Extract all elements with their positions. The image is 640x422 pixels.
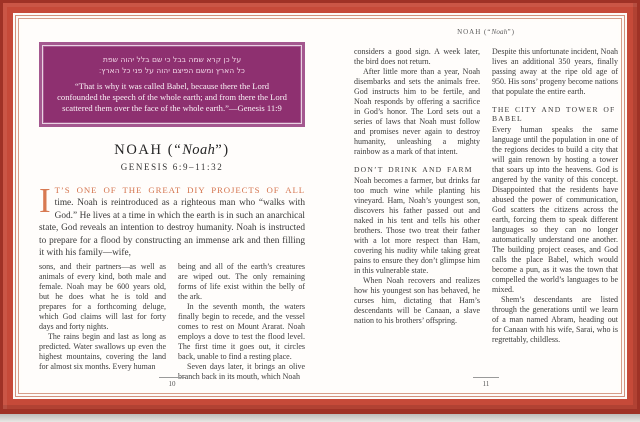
section-heading-city-and-tower-of-babel: THE CITY AND TOWER OF BABEL xyxy=(492,105,616,123)
folio-rule xyxy=(473,377,499,378)
hebrew-verse-line-1: על כן קרא שמה בבל כי שם בלל יהוה שפת xyxy=(102,55,242,64)
right-page-column-1 xyxy=(354,47,480,345)
body-paragraph: Noah becomes a farmer, but drinks far too much wine while planting his vineyard. Ham, Noah’s youngest son, discovers his father passed out and naked in his tent and tells his other brothers. Those two treat their father with a lot more respect than Ham, covering his nudity while taking great pains to ensure they don’t glimpse him in this vulnerable state. xyxy=(354,176,480,275)
left-page-column-2 xyxy=(178,262,305,382)
english-verse-quote xyxy=(56,81,288,114)
intro-paragraph xyxy=(39,181,305,259)
intro-text: time. Noah is reintroduced as a righteous man who “walks with God.” He lives at a time in which the earth is in such an anarchical state, God reveals an intention to destroy humanity. Noah is instructed to prepare for a flood by constructing an immense ark and then filling it with his family—wife, xyxy=(39,198,305,259)
pinstripe-border-inner xyxy=(18,18,622,394)
book-red-frame xyxy=(3,3,637,409)
hebrew-verse-line-2: כל הארץ ומשם הפיצם יהוה על פני כל הארץ׃ xyxy=(99,66,245,75)
right-page-columns xyxy=(354,47,618,345)
pinstripe-border xyxy=(15,15,625,397)
body-paragraph: After little more than a year, Noah disembarks and sets the animals free. God instructs him to be fertile, and Noah responds by offering a sacrifice in God’s honor. The Lord sets out a series of laws that Noah must follow and promises never again to destroy humanity, unleashing a mighty rainbow as a mark of that intent. xyxy=(354,67,480,156)
page-left xyxy=(39,22,305,390)
body-paragraph: Despite this unfortunate incident, Noah lives an additional 350 years, finally passing away at the ripe old age of 950. His sons’ progeny become nations that populate the entire earth. xyxy=(492,47,618,96)
page-number-left: 10 xyxy=(39,377,305,388)
body-paragraph: In the seventh month, the waters finally begin to recede, and the vessel comes to rest on Mount Ararat. Noah employs a dove to test the flood level. The first time it goes out, it circles back, unable to find a resting place. xyxy=(178,302,305,362)
chapter-title: NOAH (“Noah”) xyxy=(114,142,230,158)
body-paragraph: being and all of the earth’s creatures are wiped out. The only remaining forms of life exist within the belly of the ark. xyxy=(178,262,305,302)
chapter-title-pronunciation: Noah xyxy=(182,142,216,158)
page-spread xyxy=(22,22,618,390)
body-paragraph: considers a good sign. A week later, the bird does not return. xyxy=(354,47,480,66)
body-paragraph: The rains begin and last as long as predicted. Water swallows up even the highest mountains, covering the land for almost six months. Every human xyxy=(39,332,166,372)
body-paragraph: sons, and their partners—as well as animals of every kind, both male and female. Noah may be 600 years old, but he does what he is told and prepares for a forthcoming deluge, which God claims will last for forty days and forty nights. xyxy=(39,262,166,332)
folio-rule xyxy=(159,377,185,378)
dropcap-letter: I xyxy=(39,181,51,220)
quote-text: “That is why it was called Babel, because there the Lord confounded the speech of the whole earth; and from there the Lord scattered them over the face of the whole earth.” xyxy=(57,81,287,113)
scripture-quote-box xyxy=(39,42,305,127)
chapter-verse-range: GENESIS 6:9–11:32 xyxy=(120,162,224,172)
body-paragraph: Shem’s descendants are listed through the generations until we learn of a man named Abram, heading out for Canaan with his wife, Sarai, who is regrettably, childless. xyxy=(492,295,618,344)
left-page-column-1 xyxy=(39,262,166,382)
body-paragraph: When Noah recovers and realizes how his youngest son has behaved, he curses him, dictating that Ham’s descendants will be Canaan, a slave nation to his brothers’ offspring. xyxy=(354,276,480,325)
page-number-right: 11 xyxy=(354,377,618,388)
quote-attribution: —Genesis 11:9 xyxy=(228,103,282,113)
background-surface xyxy=(0,414,640,422)
intro-lead-in: T’S ONE OF THE GREAT DIY PROJECTS OF ALL xyxy=(54,185,305,195)
right-page-column-2 xyxy=(492,47,618,345)
page-right xyxy=(354,22,618,390)
body-paragraph: Every human speaks the same language until the population in one of the regions decides to build a city that will gain renown by hosting a tower that soars up into the heavens. God is angered by the vanity of this concept. Disappointed that the residents have abused the power of communication, God scatters the citizens across the earth, forcing them to speak different languages so they can no longer automatically understand one another. The building project ceases, and God calls the place Babel, which would become a pun, as it was the town that compelled the world’s languages to be mixed. xyxy=(492,125,618,294)
body-paragraph: Seven days later, it brings an olive branch back in its mouth, which Noah xyxy=(178,362,305,382)
left-page-columns xyxy=(39,262,305,382)
running-head: NOAH (“Noah”) xyxy=(457,28,515,36)
section-heading-dont-drink-and-farm: DON’T DRINK AND FARM xyxy=(354,165,473,174)
